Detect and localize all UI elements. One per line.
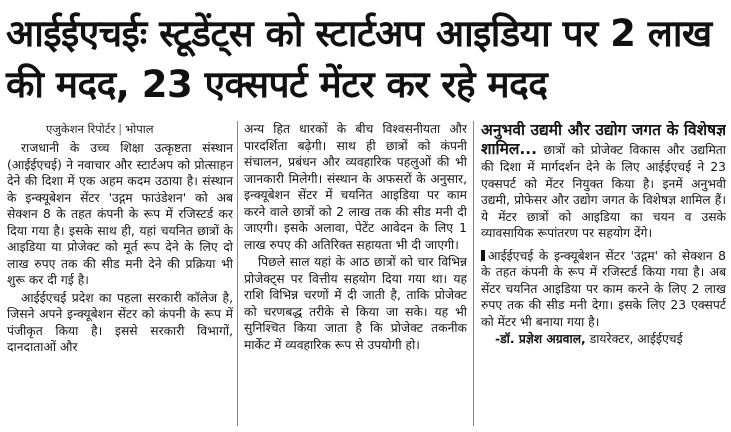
sidebar-intro: छात्रों को प्रोजेक्ट विकास और उद्यमिता की दिशा में मार्गदर्शन देने के लिए आईईएचई ने 23 एक्सपर्ट को मेंटर नियुक्त किया है। इनमें अनुभवी उद्यमी, प्रोफेसर और उद्योग जगत के विशेषज्ञ शामिल हैं। ये मेंटर छात्रों को आइडिया का चयन व उसके व्यावसायिक रूपांतरण पर सहयोग देंगे। — [481, 143, 726, 240]
byline-city: भोपाल — [125, 122, 154, 136]
column2-paragraph-2: पिछले साल यहां के आठ छात्रों को चार विभिन्न प्रोजेक्ट्स पर वित्तीय सहयोग दिया गया था। यह राशि विभिन्न चरणों में दी जाती है, ताकि प्रोजेक्ट को चरणबद्ध तरीके से किया जा सके। यह भी सुनिश्चित किया जाता है कि प्रोजेक्ट तकनीक मार्केट में व्यवहारिक रूप से उपयोगी हो। — [244, 255, 467, 352]
column1-paragraph-2: आईईएचई प्रदेश का पहला सरकारी कॉलेज है, जिसने अपने इन्क्यूबेशन सेंटर को कंपनी के रूप में पंजीकृत किया है। इससे सरकारी विभागों, दानदाताओं और — [7, 290, 233, 354]
attribution-name: -डॉ. प्रज्ञेश अग्रवाल, — [495, 332, 586, 346]
sidebar-subhead: अनुभवी उद्यमी और उद्योग जगत के विशेषज्ञ शामिल... — [481, 121, 726, 158]
column2-paragraph-1: अन्य हित धारकों के बीच विश्वसनीयता और पारदर्शिता बढ़ेगी। साथ ही छात्रों को कंपनी संचालन, प्रबंधन और व्यवहारिक पहलुओं की भी जानकारी मिलेगी। संस्थान के अफसरों के अनुसार, इन्क्यूबेशन सेंटर में चयनित आइडिया पर काम करने वाले छात्रों को 2 लाख तक की सीड मनी दी जाएगी। इसके अलावा, पेटेंट आवेदन के लिए 1 लाख रुपए की अतिरिक्त सहायता भी दी जाएगी। — [244, 122, 467, 252]
column-divider — [237, 121, 238, 426]
article-column-1 — [7, 140, 233, 430]
quote-block — [481, 248, 726, 331]
column-divider — [473, 121, 474, 426]
quote-text: आईईएचई के इन्क्यूबेशन सेंटर 'उद्गम' को सेक्शन 8 के तहत कंपनी के रूप में रजिस्टर्ड किया गया है। अब सेंटर चयनित आइडिया पर काम करने के लिए 2 लाख रुपए तक की सीड मनी देगा। इसके लिए 23 एक्सपर्ट को मेंटर भी बनाया गया है। — [481, 248, 726, 329]
byline-reporter: एजुकेशन रिपोर्टर — [46, 122, 116, 136]
quote-attribution — [481, 331, 726, 348]
quote-marker-icon — [481, 250, 485, 261]
byline — [46, 121, 154, 137]
article-column-2 — [244, 121, 467, 430]
sidebar-box — [481, 121, 726, 242]
headline: आईईएचईः स्टूडेंट्स को स्टार्टअप आइडिया पर 2 लाख की मदद, 23 एक्सपर्ट मेंटर कर रहे मदद — [6, 12, 712, 106]
byline-separator: | — [118, 122, 123, 136]
attribution-role: डायरेक्टर, आईईएचई — [589, 332, 683, 346]
column1-paragraph-1: राजधानी के उच्च शिक्षा उत्कृष्टता संस्थान (आईईएचई) ने नवाचार और स्टार्टअप को प्रोत्साहन देने की दिशा में एक अहम कदम उठाया है। संस्थान के इन्क्यूबेशन सेंटर 'उद्गम फाउंडेशन' को अब सेक्शन 8 के तहत कंपनी के रूप में रजिस्टर्ड कर दिया गया है। इसके साथ ही, यहां चयनित छात्रों के आइडिया या प्रोजेक्ट को मूर्त रूप देने के लिए दो लाख रुपए तक की सीड मनी देने की प्रक्रिया भी शुरू कर दी गई है। — [7, 141, 233, 287]
article-column-3 — [481, 121, 726, 430]
